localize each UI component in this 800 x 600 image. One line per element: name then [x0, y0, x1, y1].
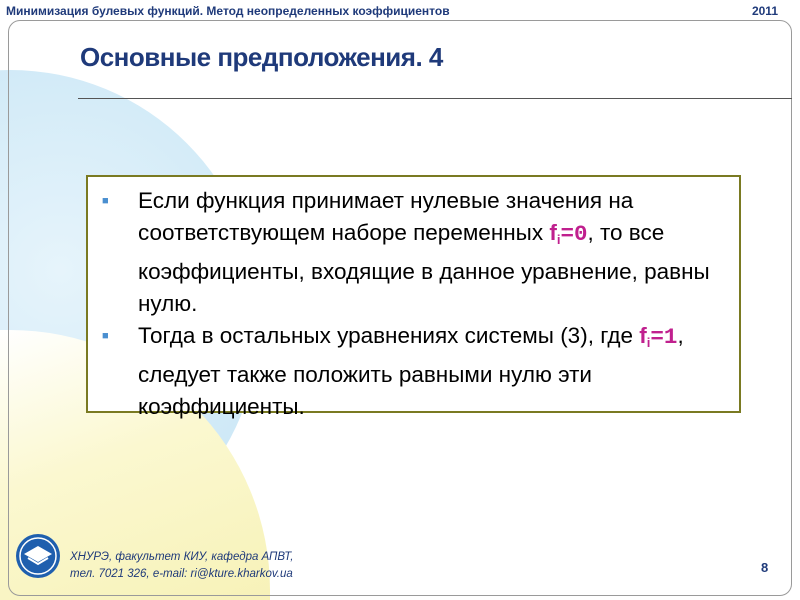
university-logo-icon [14, 532, 62, 580]
square-bullet-icon: ■ [102, 195, 109, 207]
bullet-text: Тогда в остальных уравнениях системы (3), где $f_i=1$, следует также положить равными нулю эти коэффициенты. [138, 323, 684, 419]
header [0, 0, 800, 22]
header-title: Минимизация булевых функций. Метод неопределенных коэффициентов [6, 4, 450, 18]
title-divider [78, 98, 792, 99]
header-year: 2011 [751, 4, 778, 18]
square-bullet-icon: ■ [102, 330, 109, 342]
bullet-text: Если функция принимает нулевые значения на соответствующем наборе переменных $f_i=0$, то все коэффициенты, входящие в данное уравнение, равны нулю. [138, 188, 710, 316]
page-number: 8 [761, 560, 769, 575]
content-box [86, 175, 741, 419]
footer-line: ХНУРЭ, факультет КИУ, кафедра АПВТ, [70, 551, 294, 563]
footer-line: тел. 7021 326, e-mail: ri@kture.kharkov.ua [70, 568, 293, 580]
footer-contact [70, 549, 293, 583]
bullet-item [98, 185, 725, 320]
bullet-item [98, 320, 725, 423]
slide-title: Основные предположения. 4 [80, 42, 443, 72]
